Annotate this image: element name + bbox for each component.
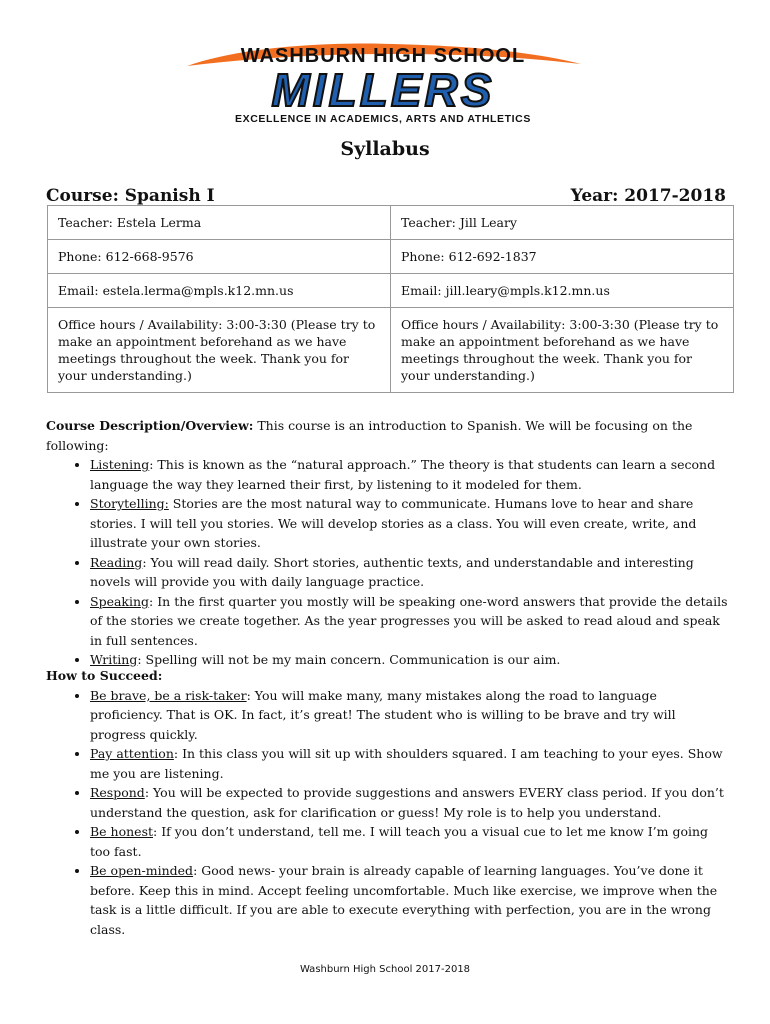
item-term: Be brave, be a risk-taker — [90, 687, 247, 703]
list-item — [90, 822, 730, 861]
description-text: This course is an introduction to Spanish. We will be focusing on the following: — [46, 418, 693, 453]
description-intro — [46, 416, 730, 455]
teacher-2-phone: Phone: 612-692-1837 — [391, 240, 734, 274]
list-item — [90, 553, 730, 592]
teacher-1-email: Email: estela.lerma@mpls.k12.mn.us — [48, 274, 391, 308]
succeed-heading: How to Succeed: — [46, 668, 163, 683]
item-term: Writing — [90, 652, 138, 667]
item-text: : Good news- your brain is already capable of learning languages. You’ve done it before. Keep this in mind. Accept feeling uncomfortable. Much like exercise, we improve when the task is a little difficult. If you are able to execute everything with perfection, you are in the wrong class. — [90, 863, 718, 937]
list-item — [90, 455, 730, 494]
item-term: Be honest — [90, 824, 154, 839]
item-text: : You will read daily. Short stories, authentic texts, and understandable and interesting novels will provide you with daily language practice. — [90, 554, 694, 589]
item-term: Be open-minded — [90, 863, 194, 878]
teacher-1-phone: Phone: 612-668-9576 — [48, 240, 391, 274]
how-to-succeed — [46, 666, 730, 939]
table-row — [48, 240, 734, 274]
logo-millers: MILLERS — [271, 64, 495, 116]
item-term: Respond — [90, 785, 145, 800]
course-description — [46, 416, 730, 670]
item-text: : In this class you will sit up with shoulders squared. I am teaching to your eyes. Show me you are listening. — [90, 746, 723, 781]
list-item — [90, 861, 730, 939]
succeed-list — [46, 686, 730, 940]
item-term: Storytelling: — [90, 496, 169, 511]
item-text: : If you don’t understand, tell me. I will teach you a visual cue to let me know I’m going too fast. — [90, 824, 709, 859]
item-text: : You will be expected to provide suggestions and answers EVERY class period. If you don’t understand the question, ask for clarification or guess! My role is to help you understand. — [90, 785, 724, 820]
list-item — [90, 744, 730, 783]
item-text: : This is known as the “natural approach.” The theory is that students can learn a second language the way they learned their first, by listening to it modeled for them. — [90, 457, 716, 492]
item-term: Reading — [90, 554, 143, 570]
teacher-2-email: Email: jill.leary@mpls.k12.mn.us — [391, 274, 734, 308]
logo-school-name: WASHBURN HIGH SCHOOL — [240, 45, 526, 67]
logo-tagline: EXCELLENCE IN ACADEMICS, ARTS AND ATHLETICS — [235, 113, 531, 125]
school-logo — [183, 40, 583, 130]
course-label: Course: Spanish I — [46, 186, 215, 206]
table-row — [48, 274, 734, 308]
teacher-1-office: Office hours / Availability: 3:00-3:30 (Please try to make an appointment beforehand as we have meetings throughout the week. Thank you for your understanding.) — [48, 308, 391, 393]
list-item — [90, 686, 730, 745]
list-item — [90, 494, 730, 553]
page-footer: Washburn High School 2017-2018 — [299, 964, 471, 975]
teacher-table — [47, 205, 734, 393]
item-text: Stories are the most natural way to communicate. Humans love to hear and share stories. I will tell you stories. We will develop stories as a class. You will even create, write, and illustrate your own stories. — [90, 496, 697, 550]
table-row — [48, 308, 734, 393]
item-term: Pay attention — [90, 746, 174, 761]
item-term: Speaking — [90, 593, 150, 609]
teacher-2-office: Office hours / Availability: 3:00-3:30 (Please try to make an appointment beforehand as we have meetings throughout the week. Thank you for your understanding.) — [391, 308, 734, 393]
list-item — [90, 783, 730, 822]
item-text: : You will make many, many mistakes along the road to language proficiency. That is OK. In fact, it’s great! The student who is willing to be brave and try will progress quickly. — [90, 687, 676, 742]
page-title: Syllabus — [340, 138, 430, 160]
teacher-2-name: Teacher: Jill Leary — [391, 206, 734, 240]
year-label: Year: 2017-2018 — [570, 186, 726, 206]
item-term: Listening — [90, 457, 150, 472]
teacher-1-name: Teacher: Estela Lerma — [48, 206, 391, 240]
item-text: : Spelling will not be my main concern. Communication is our aim. — [137, 652, 561, 667]
description-heading: Course Description/Overview: — [46, 418, 254, 433]
table-row — [48, 206, 734, 240]
list-item — [90, 592, 730, 651]
item-text: : In the first quarter you mostly will be speaking one-word answers that provide the details of the stories we create together. As the year progresses you will be asked to read aloud and speak in full sentences. — [90, 593, 728, 648]
description-list — [46, 455, 730, 670]
